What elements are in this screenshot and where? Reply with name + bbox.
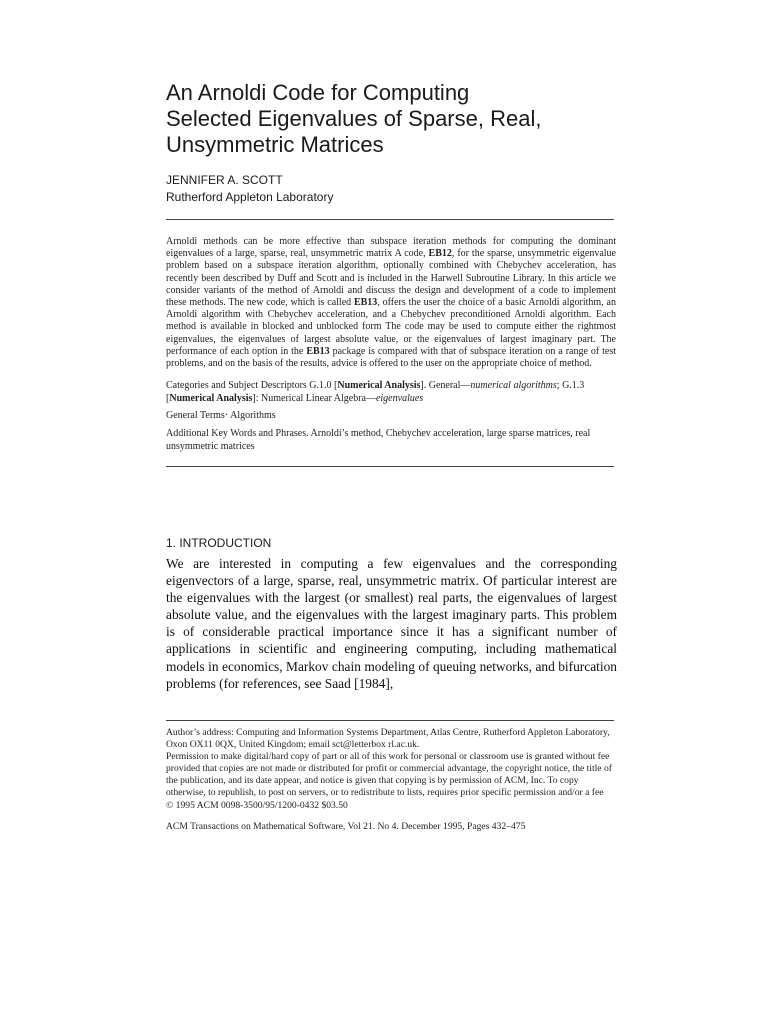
header-divider: [166, 219, 614, 220]
categories-mid-2: ; G.1.3 [: [166, 380, 585, 404]
category-eigenvalues: eigenvalues: [375, 393, 424, 404]
general-terms: General Terms· Algorithms: [166, 410, 276, 421]
journal-citation: ACM Transactions on Mathematical Software, Vol 21. No 4. December 1995, Pages 432–475: [166, 821, 526, 832]
abstract: [166, 236, 616, 370]
abstract-code-eb12: EB12: [428, 248, 452, 260]
footnote-divider: [166, 720, 614, 721]
author-block: [166, 172, 333, 206]
abstract-text-2: , for the sparse, unsymmetric eigenvalue problem based on a subspace iteration algorithm, optionally combined with Chebychev acceleration, has recently been described by Duff and Scott and is included in the Harwell Subroutine Library. In this article we consider variants of the method of Arnoldi and discuss the design and development of a code to implement these methods. The new code, which is called: [166, 248, 616, 309]
footnote-block: [166, 727, 617, 812]
permission-notice: Permission to make digital/hard copy of part or all of this work for personal or classroom use is granted without fee provided that copies are not made or distributed for profit or commercial advantage, the copyright notice, the title of the publication, and its date appear, and notice is given that copying is by permission of ACM, Inc. To copy otherwise, to republish, to post on servers, or to redistribute to lists, requires prior specific permission and/or a fee: [166, 751, 612, 799]
abstract-text-3: , offers the user the choice of a basic Arnoldi algorithm, an Arnoldi algorithm with Chebychev acceleration, and a Chebychev preconditioned Arnoldi algorithm. Each method is available in blocked and unblocked form The code may be used to compute either the rightmost eigenvalues, the eigenvalues of largest absolute value, or the eigenvalues of largest imaginary part. The performance of each option in the: [166, 297, 616, 357]
author-affiliation: Rutherford Appleton Laboratory: [166, 190, 334, 204]
author-address: Author’s address: Computing and Information Systems Department, Atlas Centre, Rutherford Appleton Laboratory, Oxon OX11 0QX, United Kingdom; email sct@letterbox rl.ac.uk.: [166, 727, 610, 751]
categories-mid-3: ]: Numerical Linear Algebra—: [252, 393, 376, 404]
category-numerical-algorithms: numerical algorithms: [470, 380, 557, 391]
paper-title: [166, 80, 726, 158]
category-numerical-analysis-2: Numerical Analysis: [169, 393, 253, 404]
abstract-text-1: Arnoldi methods can be more effective than subspace iteration methods for computing the dominant eigenvalues of a large, sparse, real, unsymmetric matrix A code,: [166, 236, 616, 260]
copyright-line: © 1995 ACM 0098-3500/95/1200-0432 $03.50: [166, 799, 348, 811]
categories-mid-1: ]. General—: [420, 380, 471, 391]
category-numerical-analysis: Numerical Analysis: [337, 380, 421, 391]
abstract-divider: [166, 466, 614, 467]
abstract-code-eb13-second: EB13: [306, 345, 330, 357]
title-line-1: An Arnoldi Code for Computing: [166, 80, 470, 105]
title-line-2: Selected Eigenvalues of Sparse, Real,: [166, 106, 542, 131]
abstract-text-4: package is compared with that of subspace iteration on a range of test problems, and on the basis of the results, advice is offered to the user on the appropriate choice of method.: [166, 345, 616, 370]
title-line-3: Unsymmetric Matrices: [166, 132, 384, 157]
introduction-paragraph: We are interested in computing a few eigenvalues and the corresponding eigenvectors of a large, sparse, real, unsymmetric matrix. Of particular interest are the eigenvalues with the largest (or smallest) real parts, the eigenvalues of largest absolute value, and the eigenvalues with the largest imaginary parts. This problem is of considerable practical importance since it has a significant number of applications in scientific and engineering computing, including mathematical models in economics, Markov chain modeling of queuing networks, and bifurcation problems (for references, see Saad [1984],: [166, 556, 617, 691]
abstract-code-eb13: EB13: [353, 297, 378, 309]
author-name: JENNIFER A. SCOTT: [166, 173, 283, 187]
categories-prefix: Categories and Subject Descriptors G.1.0 [: [166, 380, 338, 391]
categories-descriptors: [166, 379, 616, 405]
additional-keywords: Additional Key Words and Phrases. Arnoldi’s method, Chebychev acceleration, large sparse matrices, real unsymmetric matrices: [166, 428, 591, 452]
section-heading-introduction: 1. INTRODUCTION: [166, 536, 272, 550]
